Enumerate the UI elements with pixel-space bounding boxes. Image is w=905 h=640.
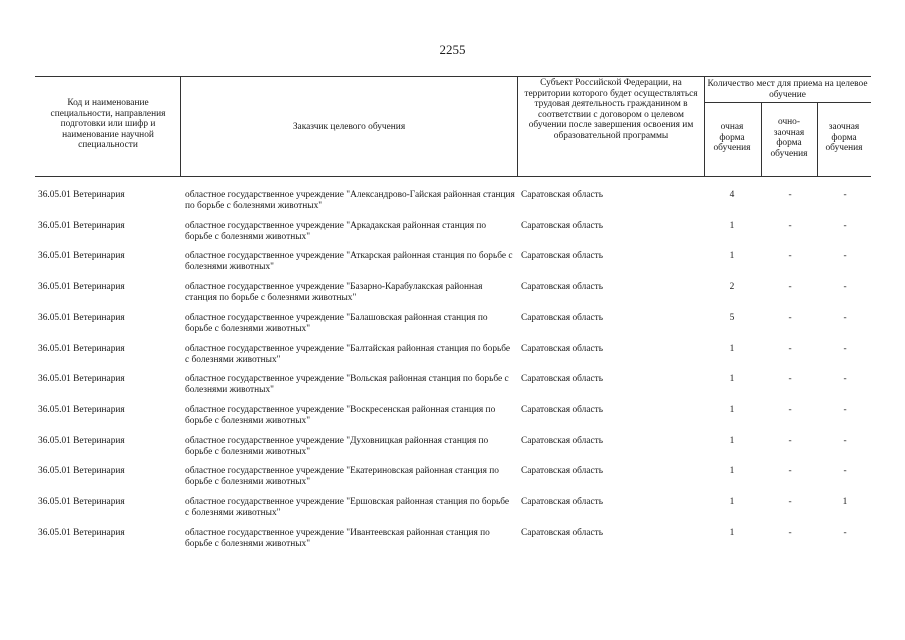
cell-customer: областное государственное учреждение "Духовницкая районная станция по борьбе с болезнями животных" — [185, 436, 489, 457]
cell-customer: областное государственное учреждение "Александрово-Гайская районная станция по борьбе с болезнями животных" — [185, 190, 515, 211]
cell-extramural: - — [843, 405, 847, 415]
cell-full-time: 2 — [729, 282, 735, 292]
cell-customer: областное государственное учреждение "Аркадакская районная станция по борьбе с болезнями животных" — [185, 221, 487, 242]
cell-full-time: 1 — [729, 251, 735, 261]
cell-subject: Саратовская область — [521, 344, 604, 354]
cell-code: 36.05.01 Ветеринария — [38, 497, 125, 507]
table-row — [0, 405, 905, 435]
cell-full-time: 1 — [729, 405, 735, 415]
col-divider-1 — [180, 76, 181, 176]
cell-full-time: 4 — [729, 190, 735, 200]
table-row — [0, 221, 905, 251]
cell-subject: Саратовская область — [521, 528, 604, 538]
cell-full-time: 1 — [729, 436, 735, 446]
cell-code: 36.05.01 Ветеринария — [38, 313, 125, 323]
col-divider-4 — [761, 102, 762, 176]
table-row — [0, 497, 905, 527]
cell-full-time: 1 — [729, 466, 735, 476]
table-row — [0, 282, 905, 312]
table-row — [0, 374, 905, 404]
cell-subject: Саратовская область — [521, 313, 604, 323]
header-bottom-rule — [35, 176, 871, 177]
cell-part-time: - — [788, 313, 792, 323]
header-extramural: заочная форма обучения — [825, 122, 863, 154]
cell-part-time: - — [788, 528, 792, 538]
cell-part-time: - — [788, 466, 792, 476]
header-places-group: Количество мест для приема на целевое обучение — [707, 79, 868, 100]
cell-subject: Саратовская область — [521, 251, 604, 261]
cell-customer: областное государственное учреждение "Воскресенская районная станция по борьбе с болезнями животных" — [185, 405, 496, 426]
cell-extramural: - — [843, 436, 847, 446]
cell-extramural: - — [843, 221, 847, 231]
cell-extramural: - — [843, 344, 847, 354]
cell-full-time: 1 — [729, 344, 735, 354]
cell-part-time: - — [788, 405, 792, 415]
table-row — [0, 313, 905, 343]
cell-code: 36.05.01 Ветеринария — [38, 282, 125, 292]
table-row — [0, 466, 905, 496]
cell-code: 36.05.01 Ветеринария — [38, 374, 125, 384]
cell-subject: Саратовская область — [521, 405, 604, 415]
cell-subject: Саратовская область — [521, 436, 604, 446]
cell-extramural: - — [843, 466, 847, 476]
cell-subject: Саратовская область — [521, 374, 604, 384]
cell-code: 36.05.01 Ветеринария — [38, 528, 125, 538]
table-row — [0, 251, 905, 281]
cell-subject: Саратовская область — [521, 221, 604, 231]
cell-extramural: 1 — [842, 497, 848, 507]
cell-full-time: 1 — [729, 374, 735, 384]
cell-extramural: - — [843, 251, 847, 261]
table-row — [0, 190, 905, 220]
cell-code: 36.05.01 Ветеринария — [38, 466, 125, 476]
cell-extramural: - — [843, 528, 847, 538]
cell-subject: Саратовская область — [521, 282, 604, 292]
cell-part-time: - — [788, 190, 792, 200]
cell-extramural: - — [843, 374, 847, 384]
cell-part-time: - — [788, 436, 792, 446]
cell-customer: областное государственное учреждение "Ершовская районная станция по борьбе с болезнями животных" — [185, 497, 510, 518]
cell-subject: Саратовская область — [521, 466, 604, 476]
cell-code: 36.05.01 Ветеринария — [38, 251, 125, 261]
header-full-time: очная форма обучения — [713, 122, 751, 154]
cell-customer: областное государственное учреждение "Ивантеевская районная станция по борьбе с болезнями животных" — [185, 528, 490, 549]
cell-full-time: 5 — [729, 313, 735, 323]
cell-code: 36.05.01 Ветеринария — [38, 436, 125, 446]
cell-part-time: - — [788, 282, 792, 292]
col-divider-3 — [704, 76, 705, 176]
page-number: 2255 — [439, 42, 466, 57]
cell-customer: областное государственное учреждение "Вольская районная станция по борьбе с болезнями животных" — [185, 374, 509, 395]
cell-customer: областное государственное учреждение "Аткарская районная станция по борьбе с болезнями животных" — [185, 251, 513, 272]
cell-part-time: - — [788, 251, 792, 261]
table-row — [0, 436, 905, 466]
header-code: Код и наименование специальности, направления подготовки или шифр и наименование научной специальности — [50, 98, 166, 151]
cell-part-time: - — [788, 344, 792, 354]
cell-full-time: 1 — [729, 497, 735, 507]
cell-part-time: - — [788, 221, 792, 231]
header-subject: Субъект Российской Федерации, на территории которого будет осуществляться трудовая деятельность гражданином в соответствии с договором о целевом обучении после завершения освоения им образовательной программы — [524, 78, 698, 141]
cell-full-time: 1 — [729, 528, 735, 538]
cell-part-time: - — [788, 374, 792, 384]
cell-code: 36.05.01 Ветеринария — [38, 221, 125, 231]
table-top-rule — [35, 76, 871, 77]
cell-subject: Саратовская область — [521, 190, 604, 200]
table-row — [0, 528, 905, 558]
cell-customer: областное государственное учреждение "Балтайская районная станция по борьбе с болезнями животных" — [185, 344, 511, 365]
cell-part-time: - — [788, 497, 792, 507]
cell-customer: областное государственное учреждение "Базарно-Карабулакская районная станция по борьбе с болезнями животных" — [185, 282, 483, 303]
col-divider-5 — [817, 102, 818, 176]
cell-full-time: 1 — [729, 221, 735, 231]
cell-subject: Саратовская область — [521, 497, 604, 507]
col-divider-2 — [517, 76, 518, 176]
cell-customer: областное государственное учреждение "Екатериновская районная станция по борьбе с болезнями животных" — [185, 466, 499, 487]
cell-extramural: - — [843, 282, 847, 292]
header-customer: Заказчик целевого обучения — [292, 122, 406, 132]
table-row — [0, 344, 905, 374]
cell-extramural: - — [843, 313, 847, 323]
cell-extramural: - — [843, 190, 847, 200]
cell-customer: областное государственное учреждение "Балашовская районная станция по борьбе с болезнями животных" — [185, 313, 488, 334]
cell-code: 36.05.01 Ветеринария — [38, 190, 125, 200]
places-group-rule — [704, 102, 871, 103]
header-part-time: очно-заочная форма обучения — [770, 117, 808, 159]
cell-code: 36.05.01 Ветеринария — [38, 405, 125, 415]
cell-code: 36.05.01 Ветеринария — [38, 344, 125, 354]
